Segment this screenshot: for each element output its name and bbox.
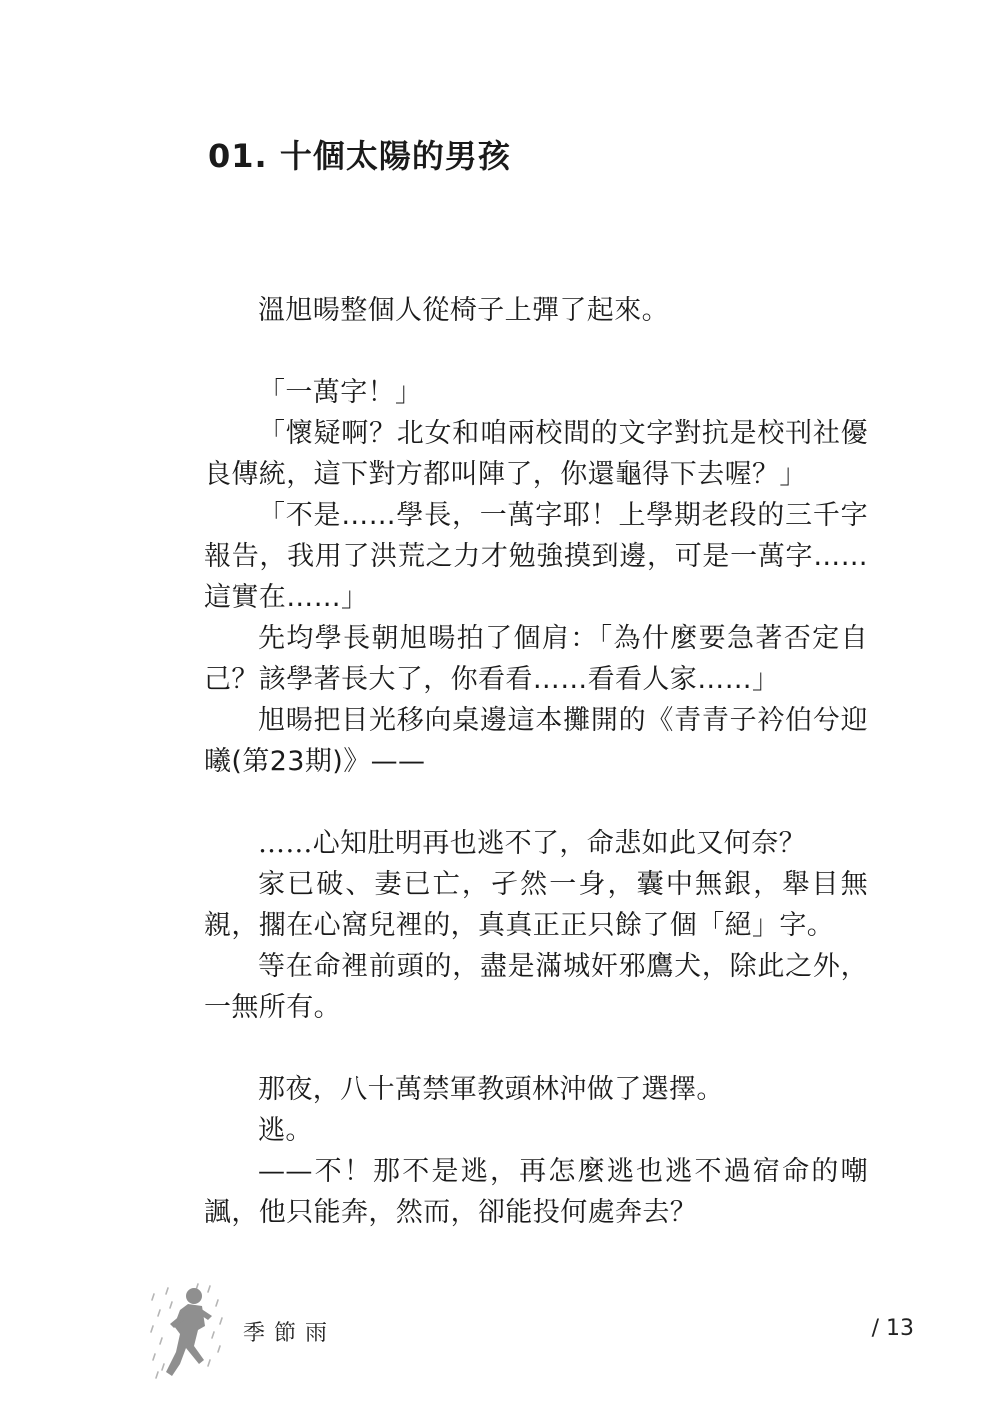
- paragraph: 先均學長朝旭暘拍了個肩：「為什麼要急著否定自己？該學著長大了，你看看……看看人家……」: [204, 623, 868, 695]
- paragraph: 那夜，八十萬禁軍教頭林沖做了選擇。: [258, 1074, 724, 1105]
- running-figure-in-rain-icon: [150, 1280, 226, 1380]
- paragraph: 家已破、妻已亡，孑然一身，囊中無銀，舉目無親，擱在心窩兒裡的，真真正正只餘了個「絕」字。: [204, 869, 868, 941]
- book-title: 季節雨: [243, 1321, 337, 1346]
- paragraph: 「不是……學長，一萬字耶！上學期老段的三千字報告，我用了洪荒之力才勉強摸到邊，可是一萬字……這實在……」: [204, 500, 868, 613]
- body-text: [204, 290, 868, 1233]
- paragraph: 旭暘把目光移向桌邊這本攤開的《青青子衿伯兮迎曦(第23期)》——: [204, 705, 868, 777]
- paragraph: ——不！那不是逃，再怎麼逃也逃不過宿命的嘲諷，他只能奔，然而，卻能投何處奔去？: [204, 1156, 868, 1228]
- paragraph: 溫旭暘整個人從椅子上彈了起來。: [258, 295, 669, 326]
- chapter-title: 01. 十個太陽的男孩: [208, 137, 511, 175]
- page-number: / 13: [871, 1316, 914, 1341]
- paragraph: ……心知肚明再也逃不了，命悲如此又何奈？: [258, 828, 806, 859]
- paragraph: 「一萬字！」: [258, 377, 423, 408]
- paragraph: 逃。: [258, 1115, 313, 1146]
- paragraph: 「懷疑啊？北女和咱兩校間的文字對抗是校刊社優良傳統，這下對方都叫陣了，你還龜得下去喔？」: [204, 418, 868, 490]
- paragraph: 等在命裡前頭的，盡是滿城奸邪鷹犬，除此之外，一無所有。: [204, 951, 868, 1023]
